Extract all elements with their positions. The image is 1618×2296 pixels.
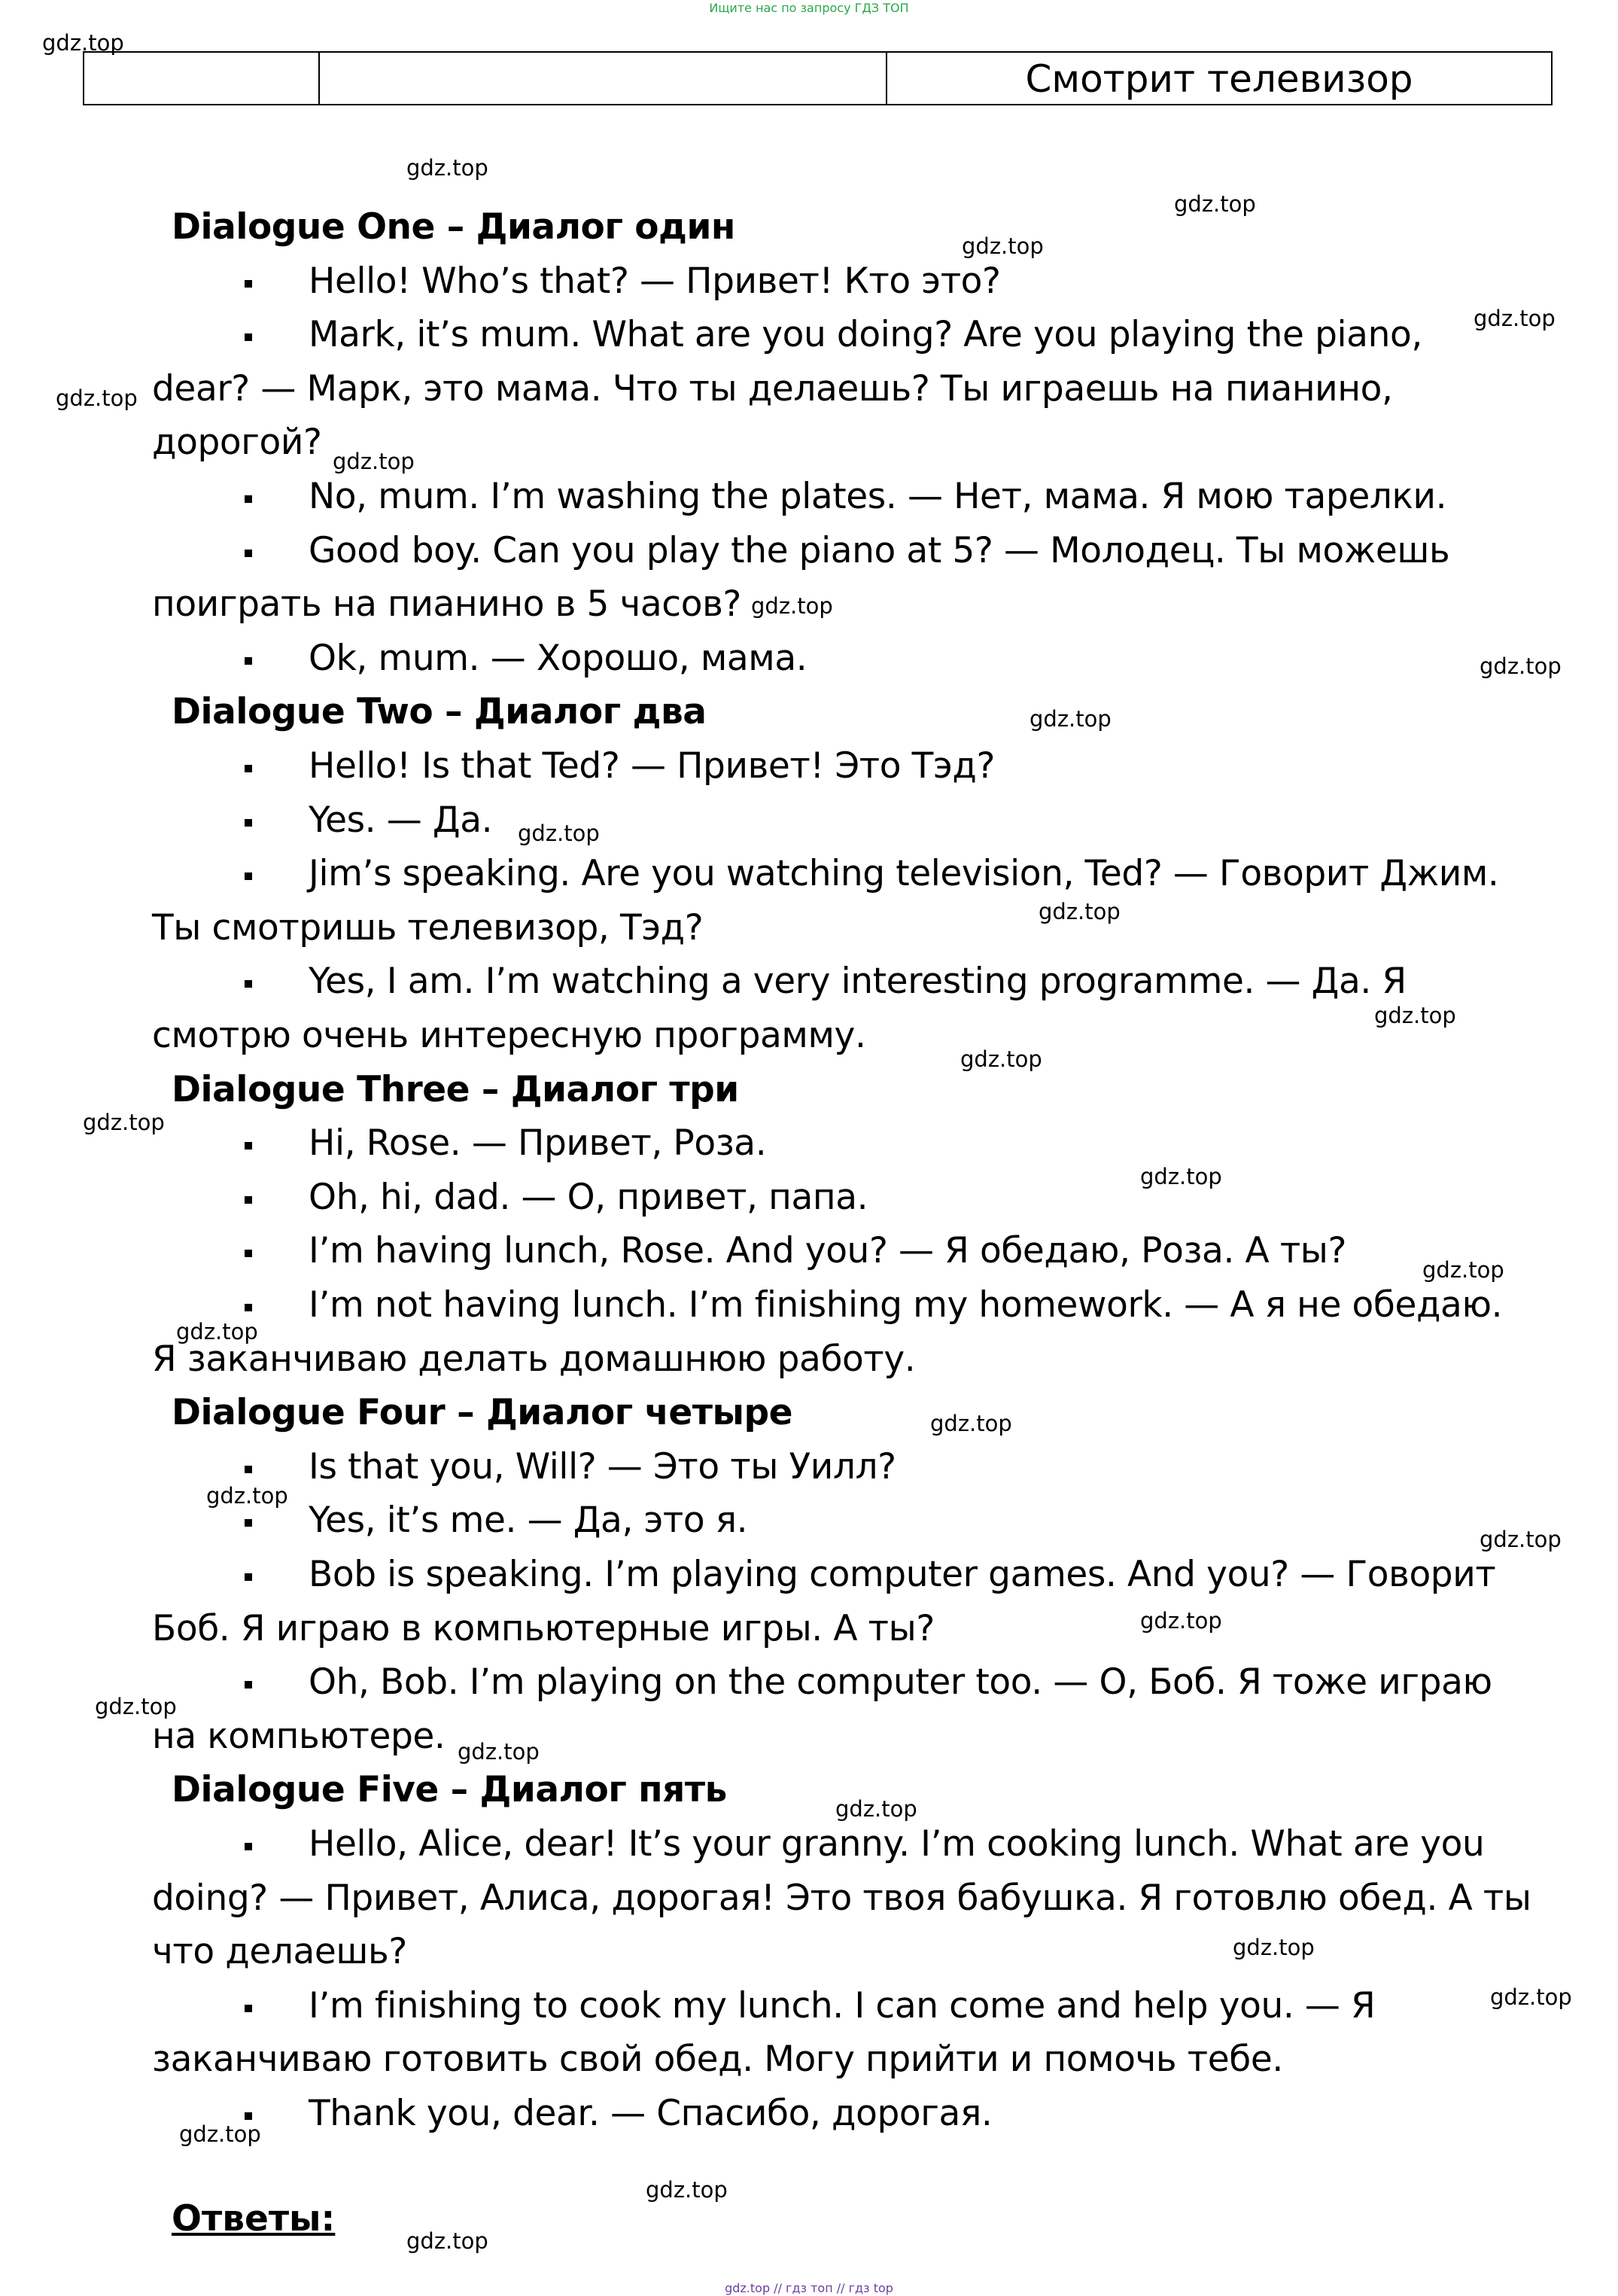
bullet-icon — [245, 1466, 252, 1473]
watermark-text: gdz.top — [206, 1483, 288, 1509]
watermark-text: gdz.top — [83, 1110, 165, 1135]
bullet-icon — [245, 1681, 252, 1689]
dialogue-line: Я заканчиваю делать домашнюю работу. — [152, 1338, 916, 1380]
dialogue-line: dear? — Марк, это мама. Что ты делаешь? Ты играешь на пианино, — [152, 368, 1393, 410]
watermark-text: gdz.top — [1029, 706, 1112, 732]
dialogue-line: заканчиваю готовить свой обед. Могу прийти и помочь тебе. — [152, 2039, 1283, 2080]
dialogue-line: поиграть на пианино в 5 часов? — [152, 583, 741, 625]
bullet-icon — [245, 872, 252, 880]
table-cell-empty-2 — [320, 53, 887, 104]
watermark-text: gdz.top — [1140, 1608, 1222, 1634]
bullet-icon — [245, 2112, 252, 2120]
watermark-text: gdz.top — [1490, 1984, 1572, 2010]
dialogue-line: что делаешь? — [152, 1931, 407, 1972]
dialogue-line: Thank you, dear. — Спасибо, дорогая. — [309, 2093, 993, 2134]
watermark-text: gdz.top — [1039, 899, 1121, 924]
bullet-icon — [245, 819, 252, 827]
dialogue-line: Jim’s speaking. Are you watching television, Ted? — Говорит Джим. — [309, 853, 1499, 894]
dialogue-heading: Dialogue Two – Диалог два — [172, 691, 707, 732]
dialogue-line: I’m finishing to cook my lunch. I can come and help you. — Я — [309, 1985, 1376, 2027]
dialogue-line: No, mum. I’m washing the plates. — Нет, мама. Я мою тарелки. — [309, 476, 1447, 517]
watermark-text: gdz.top — [930, 1411, 1012, 1436]
watermark-text: gdz.top — [1422, 1257, 1504, 1283]
watermark-text: gdz.top — [56, 385, 138, 411]
bullet-icon — [245, 1250, 252, 1257]
bullet-icon — [245, 980, 252, 988]
watermark-text: gdz.top — [406, 2228, 488, 2254]
table-cell-text: Смотрит телевизор — [1025, 57, 1413, 101]
watermark-text: gdz.top — [835, 1796, 917, 1822]
dialogue-heading: Dialogue Four – Диалог четыре — [172, 1392, 792, 1433]
watermark-text: gdz.top — [1374, 1003, 1456, 1028]
watermark-text: gdz.top — [1140, 1164, 1222, 1189]
watermark-text: gdz.top — [646, 2177, 728, 2203]
watermark-text: gdz.top — [95, 1694, 177, 1719]
dialogue-line: Yes. — Да. — [309, 799, 493, 841]
answers-heading: Ответы: — [172, 2198, 336, 2240]
table-cell-empty-1 — [84, 53, 320, 104]
dialogue-line: Ok, mum. — Хорошо, мама. — [309, 638, 807, 679]
bullet-icon — [245, 333, 252, 341]
watermark-text: gdz.top — [333, 449, 415, 474]
answer-table-row — [83, 51, 1553, 105]
watermark-text: gdz.top — [1474, 306, 1556, 331]
dialogue-heading: Dialogue Five – Диалог пять — [172, 1769, 727, 1810]
watermark-text: gdz.top — [751, 593, 833, 619]
bullet-icon — [245, 2005, 252, 2012]
dialogue-line: doing? — Привет, Алиса, дорогая! Это твоя бабушка. Я готовлю обед. А ты — [152, 1877, 1531, 1919]
bullet-icon — [245, 1142, 252, 1150]
watermark-text: gdz.top — [1480, 653, 1562, 679]
dialogue-line: Ты смотришь телевизор, Тэд? — [152, 907, 704, 949]
dialogue-heading: Dialogue One – Диалог один — [172, 206, 735, 248]
bullet-icon — [245, 657, 252, 665]
dialogue-line: Bob is speaking. I’m playing computer games. And you? — Говорит — [309, 1554, 1496, 1595]
watermark-text: gdz.top — [1174, 191, 1256, 217]
dialogue-line: Hello! Who’s that? — Привет! Кто это? — [309, 260, 1001, 302]
watermark-text: gdz.top — [1480, 1527, 1562, 1552]
dialogue-line: Yes, I am. I’m watching a very interesting programme. — Да. Я — [309, 961, 1407, 1002]
dialogue-line: Is that you, Will? — Это ты Уилл? — [309, 1446, 896, 1488]
watermark-text: gdz.top — [406, 155, 488, 181]
bullet-icon — [245, 1843, 252, 1850]
dialogue-line: I’m not having lunch. I’m finishing my homework. — А я не обедаю. — [309, 1284, 1503, 1326]
dialogue-line: Hello! Is that Ted? — Привет! Это Тэд? — [309, 745, 996, 787]
footer: gdz.top // гдз топ // гдз top — [725, 2281, 893, 2295]
bullet-icon — [245, 1304, 252, 1311]
watermark-text: gdz.top — [960, 1046, 1042, 1072]
bullet-icon — [245, 765, 252, 772]
dialogue-line: Good boy. Can you play the piano at 5? — Молодец. Ты можешь — [309, 530, 1450, 571]
bullet-icon — [245, 1573, 252, 1581]
dialogue-heading: Dialogue Three – Диалог три — [172, 1069, 739, 1110]
watermark-text: gdz.top — [42, 30, 124, 56]
dialogue-line: на компьютере. — [152, 1716, 446, 1757]
bullet-icon — [245, 280, 252, 288]
bullet-icon — [245, 495, 252, 503]
watermark-text: gdz.top — [1233, 1935, 1315, 1960]
dialogue-line: смотрю очень интересную программу. — [152, 1015, 866, 1056]
bullet-icon — [245, 1519, 252, 1527]
dialogue-line: Hi, Rose. — Привет, Роза. — [309, 1122, 767, 1164]
dialogue-line: Hello, Alice, dear! It’s your granny. I’m cooking lunch. What are you — [309, 1823, 1485, 1865]
dialogue-line: Yes, it’s me. — Да, это я. — [309, 1500, 748, 1541]
top-banner: Ищите нас по запросу ГДЗ ТОП — [709, 1, 909, 15]
dialogue-line: Mark, it’s mum. What are you doing? Are you playing the piano, — [309, 314, 1422, 355]
dialogue-line: дорогой? — [152, 422, 322, 463]
dialogue-line: Oh, Bob. I’m playing on the computer too. — О, Боб. Я тоже играю — [309, 1661, 1492, 1703]
watermark-text: gdz.top — [518, 821, 600, 846]
watermark-text: gdz.top — [179, 2121, 261, 2147]
bullet-icon — [245, 550, 252, 557]
dialogue-line: Oh, hi, dad. — О, привет, папа. — [309, 1177, 868, 1218]
watermark-text: gdz.top — [176, 1319, 258, 1344]
bullet-icon — [245, 1196, 252, 1204]
dialogue-line: I’m having lunch, Rose. And you? — Я обедаю, Роза. А ты? — [309, 1230, 1347, 1271]
watermark-text: gdz.top — [962, 233, 1044, 259]
dialogue-line: Боб. Я играю в компьютерные игры. А ты? — [152, 1608, 935, 1649]
watermark-text: gdz.top — [458, 1739, 540, 1765]
